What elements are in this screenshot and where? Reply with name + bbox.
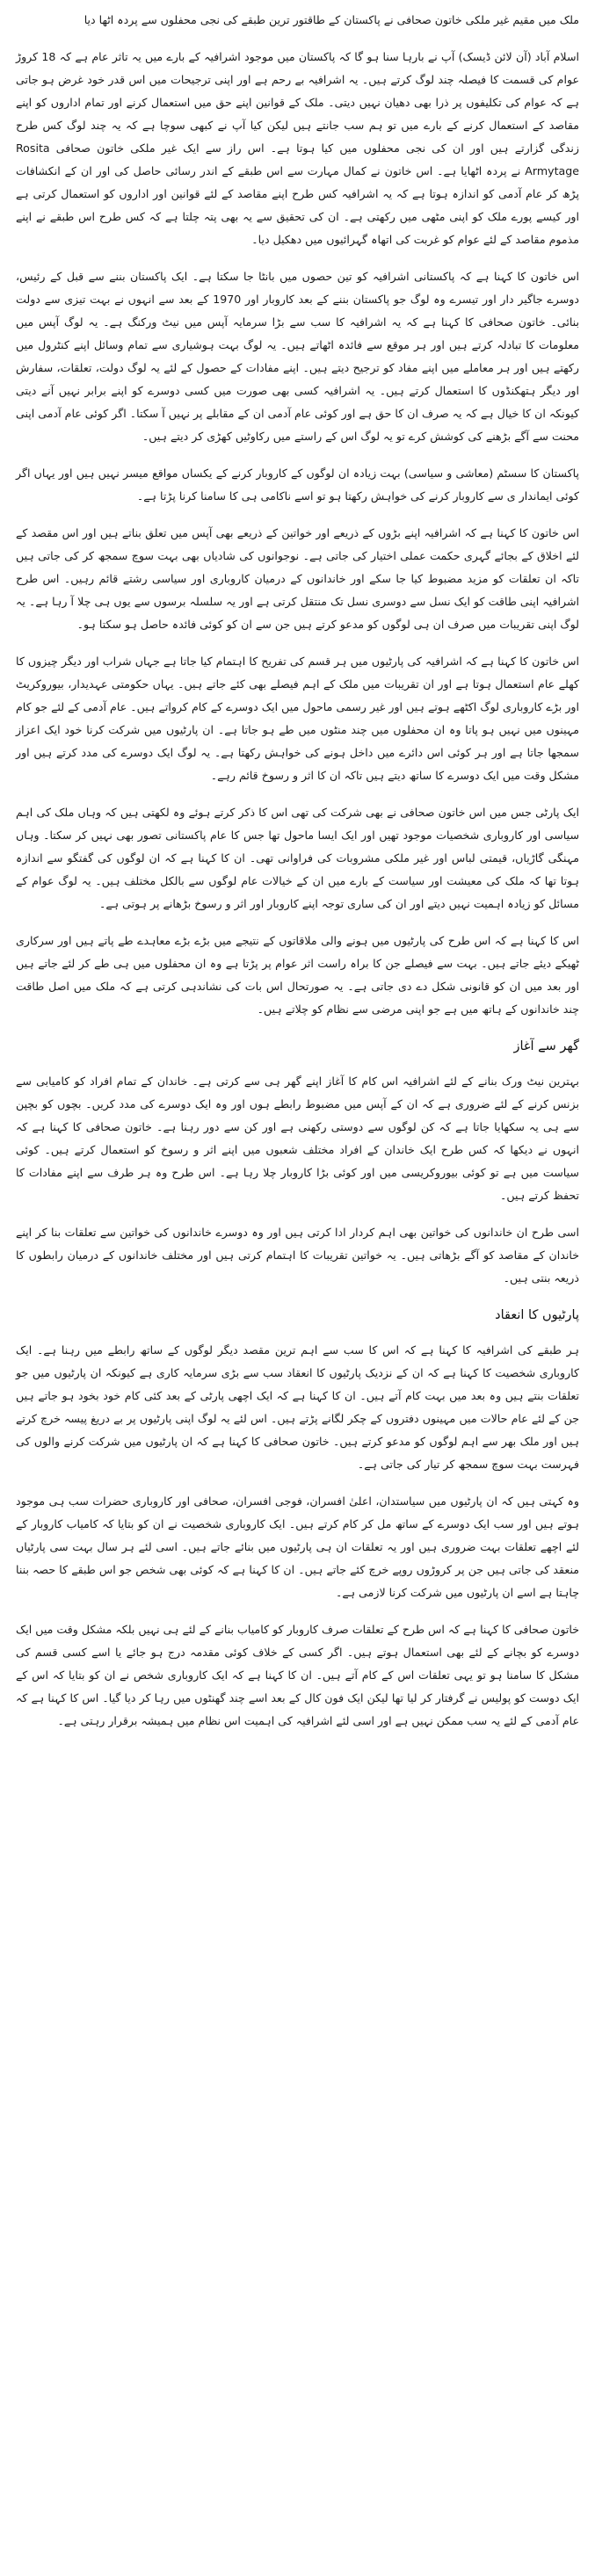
article-paragraph: وہ کہتی ہیں کہ ان پارٹیوں میں سیاستدان، اعلیٰ افسران، فوجی افسران، صحافی اور کاروباری حضرات سب ہی موجود ہوتے ہیں اور سب ایک دوسرے کے ساتھ مل کر کام کرتے ہیں۔ ایک کاروباری شخصیت نے ان کو بتایا کہ کامیاب کاروبار کے لئے اچھے تعلقات بہت ضروری ہیں اور یہ تعلقات ان ہی پارٹیوں میں بنائے جاتے ہیں۔ اسی لئے ہر سال بہت سی پارٹیاں منعقد کی جاتی ہیں جن پر کروڑوں روپے خرچ کئے جاتے ہیں۔ ان کا کہنا ہے کہ کوئی بھی شخص جو اس طبقے کا حصہ بننا چاہتا ہے اسے ان پارٹیوں میں شرکت کرنا لازمی ہے۔ xyxy=(16,1494,579,1599)
article-paragraph: ملک میں مقیم غیر ملکی خاتون صحافی نے پاکستان کے طاقتور ترین طبقے کی نجی محفلوں سے پردہ اٹھا دیا xyxy=(83,13,579,26)
article-paragraph: اسلام آباد (آن لائن ڈیسک) آپ نے بارہا سنا ہو گا کہ پاکستان میں موجود اشرافیہ کے بارے میں یہ تاثر عام ہے کہ 18 کروڑ عوام کی قسمت کا فیصلہ چند لوگ کرتے ہیں۔ یہ اشرافیہ بے رحم ہے اور اپنی ترجیحات میں اس قدر خود غرض ہو جاتی ہے کہ عوام کی تکلیفوں پر ذرا بھی دھیان نہیں دیتی۔ ملک کے قوانین اپنے حق میں استعمال کرنے اور تمام اداروں کو اپنے مقاصد کے استعمال کرنے کے بارے میں تو ہم سب جانتے ہیں لیکن کیا آپ نے کبھی سوچا ہے کہ یہ چند لوگ کس طرح زندگی گزارتے ہیں اور ان کی نجی محفلوں میں کیا ہوتا ہے۔ اس راز سے ایک غیر ملکی خاتون صحافی Rosita Armytage نے پردہ اٹھایا ہے۔ اس خاتون نے کمال مہارت سے اس طبقے کے اندر رسائی حاصل کی اور ان کے انکشافات پڑھ کر عام آدمی کو اندازہ ہوتا ہے کہ یہ اشرافیہ کس طرح اپنے مقاصد کے لئے قوانین اور اداروں کو استعمال کرتی ہے اور کیسے پورے ملک کو اپنی مٹھی میں رکھتی ہے۔ ان کی تحقیق سے یہ بھی پتہ چلتا ہے کہ کس طرح اس طبقے نے اپنے مذموم مقاصد کے لئے عوام کو غربت کی اتھاہ گہرائیوں میں دھکیل دیا۔ xyxy=(16,50,579,246)
article-paragraph: اس خاتون کا کہنا ہے کہ اشرافیہ اپنے بڑوں کے ذریعے اور خواتین کے ذریعے بھی آپس میں تعلق بناتے ہیں اور اس مقصد کے لئے اخلاق کے بجائے گہری حکمت عملی اختیار کی جاتی ہے۔ نوجوانوں کی شادیاں بھی بہت سوچ سمجھ کر کی جاتی ہیں تاکہ ان تعلقات کو مزید مضبوط کیا جا سکے اور خاندانوں کے درمیان کاروباری اور سیاسی رشتے قائم رہیں۔ اس طرح اشرافیہ اپنی طاقت کو ایک نسل سے دوسری نسل تک منتقل کرتی ہے اور یہ سلسلہ برسوں سے یوں ہی چلا آ رہا ہے۔ یہ لوگ اپنی تقریبات میں صرف ان ہی لوگوں کو مدعو کرتے ہیں جن سے ان کو کوئی فائدہ حاصل ہو سکتا ہو۔ xyxy=(16,526,579,631)
article-paragraph: اس خاتون کا کہنا ہے کہ اشرافیہ کی پارٹیوں میں ہر قسم کی تفریح کا اہتمام کیا جاتا ہے جہاں شراب اور دیگر چیزوں کا کھلے عام استعمال ہوتا ہے اور ان تقریبات میں ملک کے اہم فیصلے بھی کئے جاتے ہیں۔ یہاں حکومتی عہدیدار، بیوروکریٹ اور بڑے کاروباری لوگ اکٹھے ہوتے ہیں اور غیر رسمی ماحول میں ایک دوسرے کے کام کرواتے ہیں۔ عام آدمی کے لئے جو کام مہینوں میں نہیں ہو پاتا وہ ان محفلوں میں چند منٹوں میں طے ہو جاتا ہے۔ ان پارٹیوں میں شرکت کرنا خود ایک اعزاز سمجھا جاتا ہے اور ہر کوئی اس دائرے میں داخل ہونے کی خواہش رکھتا ہے۔ یہ لوگ ایک دوسرے کی مدد کرتے ہیں اور مشکل وقت میں ایک دوسرے کا ساتھ دیتے ہیں تاکہ ان کا اثر و رسوخ قائم رہے۔ xyxy=(16,655,579,782)
section-heading: پارٹیوں کا انعقاد xyxy=(495,1308,579,1322)
article-paragraph: خاتون صحافی کا کہنا ہے کہ اس طرح کے تعلقات صرف کاروبار کو کامیاب بنانے کے لئے ہی نہیں بلکہ مشکل وقت میں ایک دوسرے کو بچانے کے لئے بھی استعمال ہوتے ہیں۔ اگر کسی کے خلاف کوئی مقدمہ درج ہو جائے یا اسے کسی قسم کی مشکل کا سامنا ہو تو یہی تعلقات اس کے کام آتے ہیں۔ ان کا کہنا ہے کہ ایک کاروباری شخص نے ان کو بتایا کہ اس کے ایک دوست کو پولیس نے گرفتار کر لیا تھا لیکن ایک فون کال کے بعد اسے چند گھنٹوں میں رہا کر دیا گیا۔ اس کا کہنا ہے کہ عام آدمی کے لئے یہ سب ممکن نہیں ہے اور اسی لئے اشرافیہ کی اہمیت اس نظام میں ہمیشہ برقرار رہتی ہے۔ xyxy=(16,1623,579,1727)
article-paragraph: اس خاتون کا کہنا ہے کہ پاکستانی اشرافیہ کو تین حصوں میں بانٹا جا سکتا ہے۔ ایک پاکستان بننے سے قبل کے رئیس، دوسرے جاگیر دار اور تیسرے وہ لوگ جو پاکستان بننے کے بعد کاروبار اور 1970 کے بعد سے انہوں نے بہت تیزی سے دولت بنائی۔ خاتون صحافی کا کہنا ہے کہ یہ اشرافیہ کا سب سے بڑا سرمایہ آپس میں نیٹ ورکنگ ہے۔ یہ لوگ آپس میں معلومات کا تبادلہ کرتے ہیں اور ہر موقع سے فائدہ اٹھاتے ہیں۔ یہ لوگ بہت ہوشیاری سے تمام وسائل اپنے کنٹرول میں رکھتے ہیں اور ہر معاملے میں اپنے مفاد کو ترجیح دیتے ہیں۔ اپنے مفادات کے حصول کے لئے یہ لوگ دولت، تعلقات، سفارش اور دیگر ہتھکنڈوں کا استعمال کرتے ہیں۔ یہ اشرافیہ کسی بھی صورت میں کسی دوسرے کو اپنے برابر نہیں آنے دیتی کیونکہ ان کا خیال ہے کہ یہ صرف ان کا حق ہے اور کوئی عام آدمی ان کے مقابلے پر نہیں آ سکتا۔ اگر کوئی عام آدمی اپنی محنت سے آگے بڑھنے کی کوشش کرے تو یہ لوگ اس کے راستے میں رکاوٹیں کھڑی کر دیتے ہیں۔ xyxy=(15,270,579,443)
article-paragraph: اس کا کہنا ہے کہ اس طرح کی پارٹیوں میں ہونے والی ملاقاتوں کے نتیجے میں بڑے بڑے معاہدے طے پاتے ہیں اور سرکاری ٹھیکے دیئے جاتے ہیں۔ بہت سے فیصلے جن کا براہ راست اثر عوام پر پڑتا ہے وہ ان محفلوں میں ہی طے کر لئے جاتے ہیں اور بعد میں ان کو قانونی شکل دے دی جاتی ہے۔ یہ صورتحال اس بات کی نشاندہی کرتی ہے کہ ملک میں اصل طاقت چند خاندانوں کے ہاتھ میں ہے جو اپنی مرضی سے نظام کو چلاتے ہیں۔ xyxy=(16,934,579,1016)
article-paragraph: ہر طبقے کی اشرافیہ کا کہنا ہے کہ اس کا سب سے اہم ترین مقصد دیگر لوگوں کے ساتھ رابطے میں رہنا ہے۔ ایک کاروباری شخصیت کا کہنا ہے کہ ان کے نزدیک پارٹیوں کا انعقاد سب سے بڑی سرمایہ کاری ہے کیونکہ ان پارٹیوں میں جو تعلقات بنتے ہیں وہ بعد میں بہت کام آتے ہیں۔ ان کا کہنا ہے کہ ایک اچھی پارٹی کے بعد کئی کام خود بخود ہو جاتے ہیں جن کے لئے عام حالات میں مہینوں دفتروں کے چکر لگانے پڑتے ہیں۔ اس لئے یہ لوگ اپنی پارٹیوں پر بے دریغ پیسہ خرچ کرتے ہیں اور ملک بھر سے اہم لوگوں کو مدعو کرتے ہیں۔ خاتون صحافی کا کہنا ہے کہ ان پارٹیوں میں شرکت کرنے والوں کی فہرست بہت سوچ سمجھ کر تیار کی جاتی ہے۔ xyxy=(16,1343,579,1471)
article-paragraph: اسی طرح ان خاندانوں کی خواتین بھی اہم کردار ادا کرتی ہیں اور وہ دوسرے خاندانوں کی خواتین سے تعلقات بنا کر اپنے خاندان کے مقاصد کو آگے بڑھاتی ہیں۔ یہ خواتین تقریبات کا اہتمام کرتی ہیں اور مختلف خاندانوں کے درمیان رابطوں کا ذریعہ بنتی ہیں۔ xyxy=(16,1226,579,1284)
article-paragraph: ایک پارٹی جس میں اس خاتون صحافی نے بھی شرکت کی تھی اس کا ذکر کرتے ہوئے وہ لکھتی ہیں کہ وہاں ملک کی اہم سیاسی اور کاروباری شخصیات موجود تھیں اور ایک ایسا ماحول تھا جس کا عام پاکستانی تصور بھی نہیں کر سکتا۔ وہاں مہنگی گاڑیاں، قیمتی لباس اور غیر ملکی مشروبات کی فراوانی تھی۔ ان کا کہنا ہے کہ ان لوگوں کی گفتگو سے اندازہ ہوتا تھا کہ ملک کی معیشت اور سیاست کے بارے میں ان کے خیالات عام لوگوں سے بالکل مختلف ہیں۔ یہ لوگ عوام کے مسائل کو زیادہ اہمیت نہیں دیتے اور ان کی ساری توجہ اپنے کاروبار اور اثر و رسوخ بڑھانے پر ہوتی ہے۔ xyxy=(16,806,579,910)
article-paragraph: بہترین نیٹ ورک بنانے کے لئے اشرافیہ اس کام کا آغاز اپنے گھر ہی سے کرتی ہے۔ خاندان کے تمام افراد کو کامیابی سے بزنس کرنے کے لئے ضروری ہے کہ ان کے آپس میں مضبوط رابطے ہوں اور وہ ایک دوسرے کی مدد کریں۔ بچوں کو بچپن سے ہی یہ سکھایا جاتا ہے کہ کن لوگوں سے دوستی رکھنی ہے اور کن سے دور رہنا ہے۔ خاتون صحافی کا کہنا ہے کہ انہوں نے دیکھا کہ کس طرح ایک خاندان کے افراد مختلف شعبوں میں اپنے اثر و رسوخ کو استعمال کرتے ہیں۔ کوئی سیاست میں ہے تو کوئی بیوروکریسی میں اور کوئی بڑا کاروبار چلا رہا ہے۔ اس طرح وہ ہر طرف سے اپنے مفادات کا تحفظ کرتے ہیں۔ xyxy=(16,1075,579,1202)
article-paragraph: پاکستان کا سسٹم (معاشی و سیاسی) بہت زیادہ ان لوگوں کے کاروبار کرنے کے یکساں مواقع میسر نہیں ہیں اور یہاں اگر کوئی ایماندار ی سے کاروبار کرنے کی خواہش رکھتا ہو تو اسے ناکامی ہی کا سامنا کرنا پڑتا ہے۔ xyxy=(16,467,579,503)
section-heading: گھر سے آغاز xyxy=(513,1039,579,1053)
